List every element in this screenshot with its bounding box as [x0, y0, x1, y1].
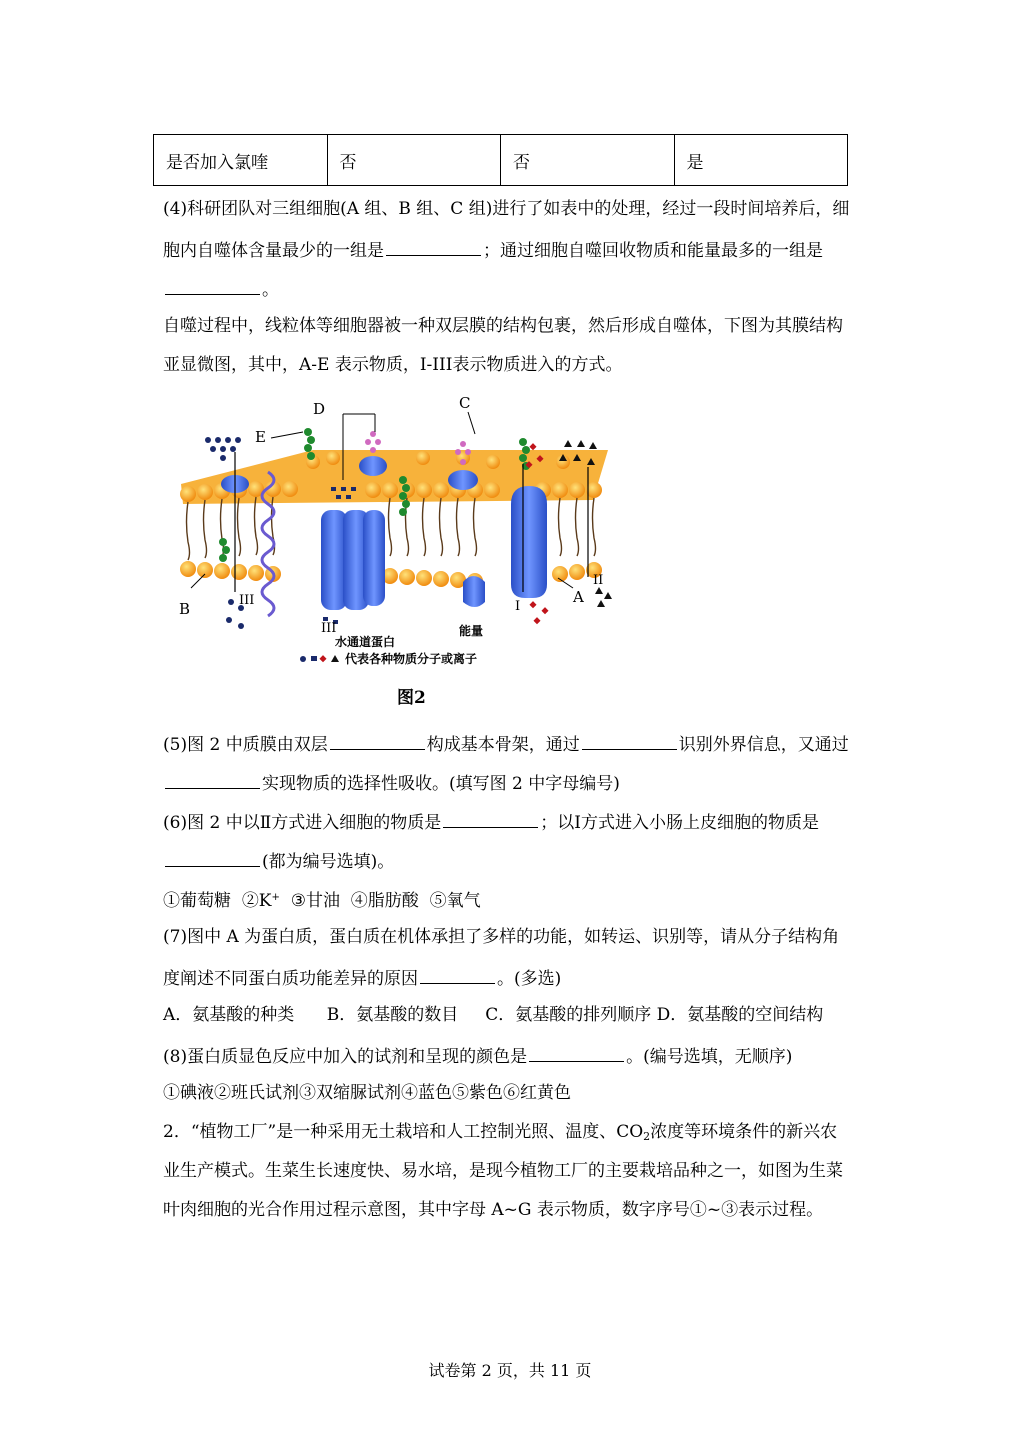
q5-line1-c: 识别外界信息，又通过 — [678, 735, 849, 755]
label-iii-mid: III — [321, 621, 337, 636]
carrier-protein-lower — [463, 576, 485, 607]
carrier-protein — [511, 486, 547, 598]
label-e: E — [255, 428, 266, 446]
membrane-diagram — [163, 392, 623, 712]
q6-line1 — [163, 809, 819, 834]
q6-option-3: ③甘油 — [290, 891, 340, 911]
intro-line2: 亚显微图，其中，A-E 表示物质，I-III表示物质进入的方式。 — [163, 355, 623, 375]
q5-blank-3[interactable] — [165, 770, 260, 789]
q8-blank[interactable] — [529, 1043, 624, 1062]
q6-blank-2[interactable] — [165, 848, 260, 867]
table-cell-c: 是 — [674, 135, 848, 186]
q4-line1: (4)科研团队对三组细胞(A 组、B 组、C 组)进行了如表中的处理，经过一段时间培养后，细 — [163, 199, 850, 219]
membrane-figure — [163, 392, 623, 712]
q4-line2-b: ；通过细胞自噬回收物质和能量最多的一组是 — [483, 241, 823, 261]
q5-line2-text: 实现物质的选择性吸收。(填写图 2 中字母编号) — [262, 774, 620, 794]
q8-line2: ①碘液②班氏试剂③双缩脲试剂④蓝色⑤紫色⑥红黄色 — [163, 1083, 571, 1103]
q2-line1 — [163, 1121, 837, 1148]
q2-line1-b: 浓度等环境条件的新兴农 — [650, 1122, 838, 1142]
water-channel-label: 水通道蛋白 — [335, 635, 396, 649]
q6-option-2-sup: + — [271, 892, 280, 903]
q7-line2 — [163, 965, 561, 990]
q2-line3: 叶肉细胞的光合作用过程示意图，其中字母 A~G 表示物质，数字序号①~③表示过程。 — [163, 1200, 824, 1220]
q7-line2-b: 。(多选) — [497, 969, 562, 989]
label-c: C — [459, 394, 471, 412]
q2-line1-sub: 2 — [643, 1130, 651, 1143]
q4-line2 — [163, 237, 823, 262]
q2-line2: 业生产模式。生菜生长速度快、易水培，是现今植物工厂的主要栽培品种之一，如图为生菜 — [163, 1161, 843, 1181]
q4-line3 — [163, 276, 279, 301]
q4-line3-end: 。 — [262, 280, 279, 300]
q6-blank-1[interactable] — [443, 809, 538, 828]
page-footer: 试卷第 2 页，共 11 页 — [428, 1361, 592, 1380]
surface-protein-d — [359, 456, 387, 476]
intro-line1: 自噬过程中，线粒体等细胞器被一种双层膜的结构包裹，然后形成自噬体，下图为其膜结构 — [163, 316, 843, 336]
q6-options — [163, 887, 481, 912]
q7-option-a: A．氨基酸的种类 — [163, 1005, 295, 1025]
surface-protein-c — [448, 470, 478, 490]
q6-line2-text: (都为编号选填)。 — [262, 852, 395, 872]
q5-line2 — [163, 770, 620, 795]
q6-option-5: ⑤氧气 — [429, 891, 481, 911]
q7-option-b: B．氨基酸的数目 — [326, 1005, 459, 1025]
q5-blank-2[interactable] — [582, 731, 677, 750]
q6-line1-a: (6)图 2 中以Ⅱ方式进入细胞的物质是 — [163, 813, 442, 833]
q5-blank-1[interactable] — [330, 731, 425, 750]
q8-line1 — [163, 1043, 792, 1068]
q8-line1-a: (8)蛋白质显色反应中加入的试剂和呈现的颜色是 — [163, 1047, 528, 1067]
table-cell-b: 否 — [501, 135, 675, 186]
legend-symbols — [300, 655, 339, 662]
table-cell-a: 否 — [327, 135, 501, 186]
q8-line1-b: 。(编号选填，无顺序) — [626, 1047, 793, 1067]
q4-blank-2[interactable] — [165, 276, 260, 295]
treatment-table — [153, 134, 848, 186]
q6-line1-b: ；以Ⅰ方式进入小肠上皮细胞的物质是 — [540, 813, 819, 833]
q2-line1-a: 2．“植物工厂”是一种采用无土栽培和人工控制光照、温度、CO — [163, 1122, 644, 1142]
q4-line2-a: 胞内自噬体含量最少的一组是 — [163, 241, 384, 261]
label-i: I — [515, 599, 521, 614]
legend-label: 代表各种物质分子或离子 — [345, 652, 478, 666]
q5-line1-b: 构成基本骨架，通过 — [426, 735, 580, 755]
q6-option-2: ②K — [241, 891, 272, 911]
q4-blank-1[interactable] — [386, 237, 481, 256]
label-d: D — [313, 400, 326, 418]
q7-blank[interactable] — [420, 965, 495, 984]
label-a: A — [573, 588, 584, 606]
label-ii: II — [593, 573, 604, 588]
table-row-label: 是否加入氯喹 — [154, 135, 328, 186]
label-b: B — [179, 600, 191, 618]
water-channel-protein — [321, 510, 385, 610]
q5-line1 — [163, 731, 849, 756]
table-row — [154, 135, 848, 186]
q6-option-4: ④脂肪酸 — [350, 891, 419, 911]
label-iii-left: III — [239, 593, 255, 608]
energy-label: 能量 — [459, 624, 484, 638]
figure-caption: 图2 — [397, 688, 426, 708]
q7-options — [163, 1004, 823, 1026]
q7-line1: (7)图中 A 为蛋白质，蛋白质在机体承担了多样的功能，如转运、识别等，请从分子结构角 — [163, 927, 840, 947]
q7-line2-a: 度阐述不同蛋白质功能差异的原因 — [163, 969, 418, 989]
q6-line2 — [163, 848, 394, 873]
q7-option-cd: C．氨基酸的排列顺序 D．氨基酸的空间结构 — [485, 1005, 824, 1025]
q6-option-1: ①葡萄糖 — [163, 891, 231, 911]
q5-line1-a: (5)图 2 中质膜由双层 — [163, 735, 328, 755]
